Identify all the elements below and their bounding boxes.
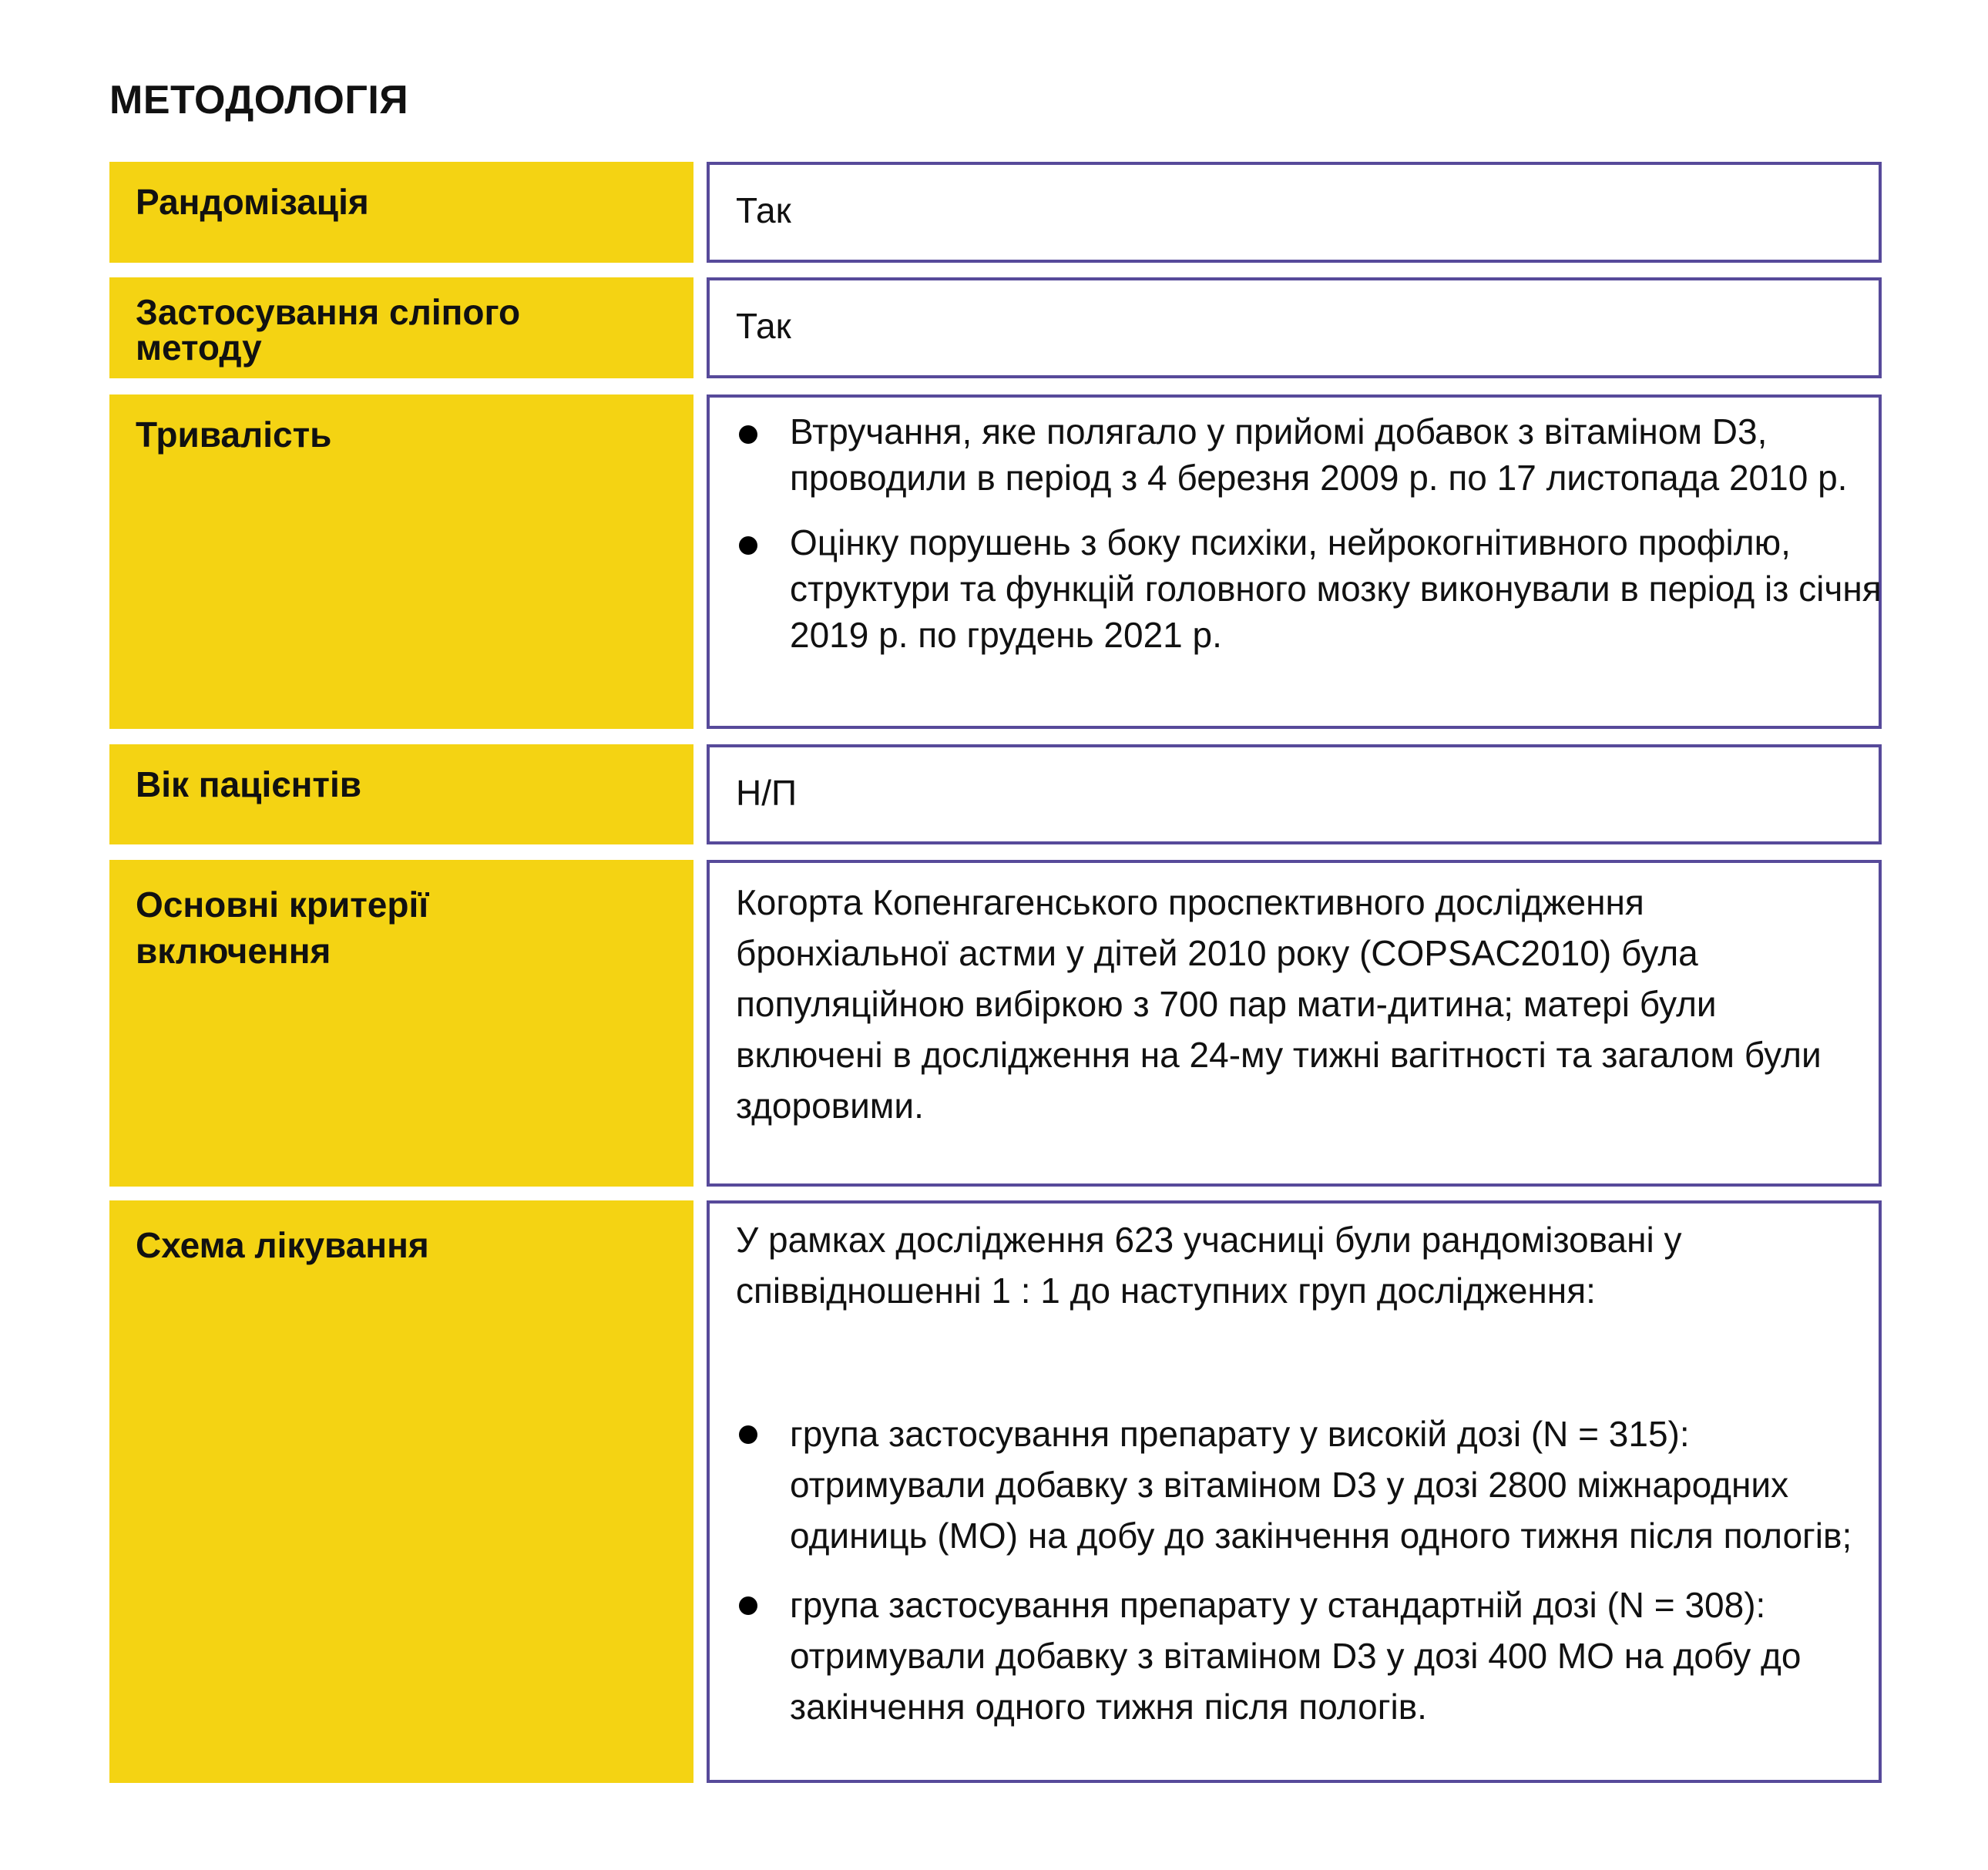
bullet-icon [739, 1596, 757, 1615]
row-duration [109, 394, 1882, 729]
list-item-text: Оцінку порушень з боку психіки, нейрокогнітивного профілю, структури та функцій головного мозку виконували в період із січня 2019 р. по грудень 2021 р. [790, 522, 1882, 655]
page-title: МЕТОДОЛОГІЯ [109, 78, 409, 123]
list-item-text: Втручання, яке полягало у прийомі добавок з вітаміном D3, проводили в період з 4 березня 2009 р. по 17 листопада 2010 р. [790, 411, 1848, 498]
list-item [736, 519, 1909, 658]
spacer [736, 501, 1879, 519]
bullet-list [736, 1408, 1852, 1732]
spacer [736, 1561, 1852, 1580]
row-value [707, 1200, 1882, 1783]
row-value [707, 162, 1882, 263]
list-item [736, 1408, 1852, 1561]
bullet-icon [739, 425, 757, 444]
row-treatment-scheme [109, 1200, 1882, 1783]
row-label [109, 860, 693, 1187]
value-text: Так [736, 190, 791, 230]
row-patient-age [109, 744, 1882, 844]
row-inclusion-criteria [109, 860, 1882, 1187]
row-value [707, 277, 1882, 378]
list-item-text: група застосування препарату у стандартній дозі (N = 308): отримували добавку з вітаміном D3 у дозі 400 МО на добу до закінчення одного тижня після пологів. [790, 1585, 1802, 1727]
row-value [707, 394, 1882, 729]
row-label: Схема лікування [109, 1200, 693, 1783]
row-label: Тривалість [109, 394, 693, 729]
row-blinding [109, 277, 1882, 378]
row-label-text: Основні критерії включення [136, 885, 429, 971]
bullet-icon [739, 536, 757, 555]
row-label: Рандомізація [109, 162, 693, 263]
row-value [707, 744, 1882, 844]
row-value [707, 860, 1882, 1187]
value-text: Так [736, 306, 791, 346]
intro-text: У рамках дослідження 623 учасниці були рандомізовані у співвідношенні 1 : 1 до наступних груп дослідження: [736, 1220, 1682, 1311]
bullet-list [736, 408, 1882, 658]
row-label [109, 277, 693, 378]
value-text: Н/П [736, 773, 798, 813]
spacer [736, 1316, 1852, 1408]
row-label-text: Застосування сліпого методу [136, 292, 521, 368]
list-item-text: група застосування препарату у високій дозі (N = 315): отримували добавку з вітаміном D3 у дозі 2800 міжнародних одиниць (МО) на добу до закінчення одного тижня після пологів; [790, 1414, 1852, 1556]
row-label: Вік пацієнтів [109, 744, 693, 844]
row-randomization [109, 162, 1882, 263]
value-text: Когорта Копенгагенського проспективного дослідження бронхіальної астми у дітей 2010 року (COPSAC2010) була популяційною вибіркою з 700 пар мати-дитина; матері були включені в дослідження на 24-му тижні вагітності та загалом були здоровими. [736, 882, 1822, 1126]
bullet-icon [739, 1425, 757, 1444]
list-item [736, 1580, 1852, 1732]
list-item [736, 408, 1879, 501]
